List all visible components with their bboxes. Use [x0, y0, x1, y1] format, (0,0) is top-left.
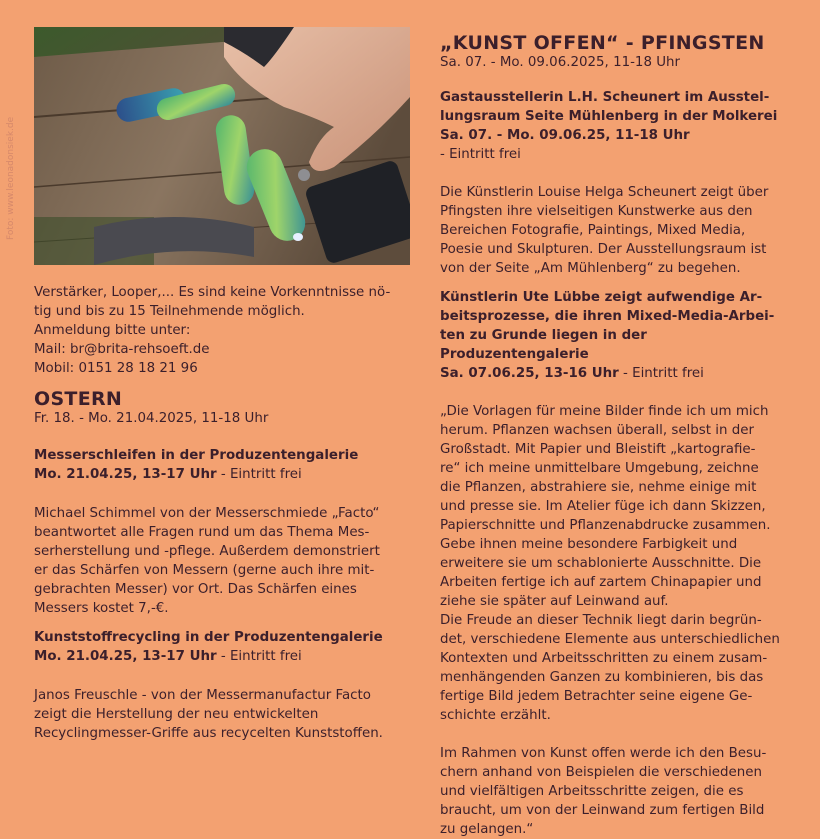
event-title-line: Gastausstellerin L.H. Scheunert im Ausstel-	[440, 90, 770, 105]
intro-line: Anmeldung bitte unter:	[34, 323, 191, 338]
event-title-line: lungsraum Seite Mühlenberg in der Molkerei	[440, 109, 778, 124]
section-title-pfingsten: „KUNST OFFEN“ - PFINGSTEN	[440, 32, 765, 54]
event-time: Mo. 21.04.25, 13-17 Uhr	[34, 649, 217, 664]
closing-line: braucht, um von der Leinwand zum fertigen Bild	[440, 803, 765, 818]
event-desc-line: Recyclingmesser-Griffe aus recycelten Kunststoffen.	[34, 726, 383, 741]
event-desc-line: von der Seite „Am Mühlenberg“ zu begehen.	[440, 261, 741, 276]
event-title-line: ten zu Grunde liegen in der Produzentengalerie	[440, 328, 647, 362]
event-desc-line: Pfingsten ihre vielseitigen Kunstwerke aus den	[440, 204, 753, 219]
quote-line: erweitere sie um schablonierte Ausschnitte. Die	[440, 556, 762, 571]
quote-line: Kontexten und Arbeitsschritten zu einem zusam-	[440, 651, 768, 666]
quote-line: ziehe sie später auf Leinwand auf.	[440, 594, 669, 609]
contact-phone[interactable]: Mobil: 0151 28 18 21 96	[34, 361, 198, 376]
ostern-date: Fr. 18. - Mo. 21.04.2025, 11-18 Uhr	[34, 411, 269, 426]
event-title-line: Künstlerin Ute Lübbe zeigt aufwendige Ar-	[440, 290, 763, 305]
event-desc-line: beantwortet alle Fragen rund um das Thema Mes-	[34, 525, 370, 540]
quote-line: det, verschiedene Elemente aus unterschiedlichen	[440, 632, 780, 647]
closing-line: Im Rahmen von Kunst offen werde ich den Besu-	[440, 746, 767, 761]
event-title: Messerschleifen in der Produzentengalerie	[34, 448, 359, 463]
event-messerschleifen	[34, 446, 412, 618]
event-desc-line: er das Schärfen von Messern (gerne auch ihre mit-	[34, 563, 375, 578]
event-entry: - Eintritt frei	[440, 147, 521, 162]
event-time: Mo. 21.04.25, 13-17 Uhr	[34, 467, 217, 482]
quote-line: „Die Vorlagen für meine Bilder finde ich um mich	[440, 404, 769, 419]
event-desc-line: Poesie und Skulpturen. Der Ausstellungsraum ist	[440, 242, 767, 257]
contact-mail[interactable]: Mail: br@brita-rehsoeft.de	[34, 342, 210, 357]
quote-line: re“ ich meine unmittelbare Umgebung, zeichne	[440, 461, 759, 476]
event-scheunert	[440, 88, 792, 278]
closing-line: zu gelangen.“	[440, 822, 534, 837]
intro-line: Verstärker, Looper,... Es sind keine Vorkenntnisse nö-	[34, 285, 391, 300]
quote-line: Papierschnitte und Pflanzenabdrucke zusammen.	[440, 518, 771, 533]
event-title: Kunststoffrecycling in der Produzentengalerie	[34, 630, 383, 645]
quote-line: und presse sie. Im Atelier füge ich dann Skizzen,	[440, 499, 766, 514]
event-entry: - Eintritt frei	[216, 649, 302, 664]
event-desc-line: Die Künstlerin Louise Helga Scheunert zeigt über	[440, 185, 769, 200]
closing-line: und vielfältigen Arbeitsschritte zeigen, die es	[440, 784, 744, 799]
event-time: Sa. 07.06.25, 13-16 Uhr	[440, 366, 619, 381]
section-title-ostern: OSTERN	[34, 388, 123, 410]
intro-line: tig und bis zu 15 Teilnehmende möglich.	[34, 304, 305, 319]
event-entry: - Eintritt frei	[216, 467, 302, 482]
event-desc-line: gebrachten Messer) vor Ort. Das Schärfen eines	[34, 582, 357, 597]
event-desc-line: serherstellung und -pflege. Außerdem demonstriert	[34, 544, 380, 559]
event-desc-line: Messers kostet 7,-€.	[34, 601, 169, 616]
quote-line: schichte erzählt.	[440, 708, 551, 723]
photo-credit: Foto: www.leonadonsiek.de	[6, 116, 16, 240]
quote-line: herum. Pflanzen wachsen überall, selbst in der	[440, 423, 754, 438]
event-time: Sa. 07. - Mo. 09.06.25, 11-18 Uhr	[440, 128, 690, 143]
workshop-photo	[34, 27, 410, 265]
event-luebbe	[440, 288, 792, 839]
event-kunststoffrecycling	[34, 628, 412, 743]
event-desc-line: Bereichen Fotografie, Paintings, Mixed Media,	[440, 223, 746, 238]
event-desc-line: Janos Freuschle - von der Messermanufactur Facto	[34, 688, 371, 703]
pfingsten-date: Sa. 07. - Mo. 09.06.2025, 11-18 Uhr	[440, 55, 681, 70]
closing-line: chern anhand von Beispielen die verschiedenen	[440, 765, 762, 780]
event-desc-line: zeigt die Herstellung der neu entwickelten	[34, 707, 319, 722]
quote-line: die Pflanzen, abstrahiere sie, nehme einige mit	[440, 480, 757, 495]
event-title-line: beitsprozesse, die ihren Mixed-Media-Arbei-	[440, 309, 775, 324]
event-entry: - Eintritt frei	[618, 366, 704, 381]
quote-line: menhängenden Ganzen zu kombinieren, bis das	[440, 670, 764, 685]
quote-line: fertige Bild jedem Betrachter seine eigene Ge-	[440, 689, 753, 704]
quote-line: Gebe ihnen meine besondere Farbigkeit und	[440, 537, 738, 552]
workshop-intro	[34, 283, 412, 378]
event-desc-line: Michael Schimmel von der Messerschmiede „Facto“	[34, 506, 380, 521]
quote-line: Großstadt. Mit Papier und Bleistift „kartografie-	[440, 442, 756, 457]
quote-line: Arbeiten fertige ich auf zartem Chinapapier und	[440, 575, 762, 590]
quote-line: Die Freude an dieser Technik liegt darin begrün-	[440, 613, 762, 628]
